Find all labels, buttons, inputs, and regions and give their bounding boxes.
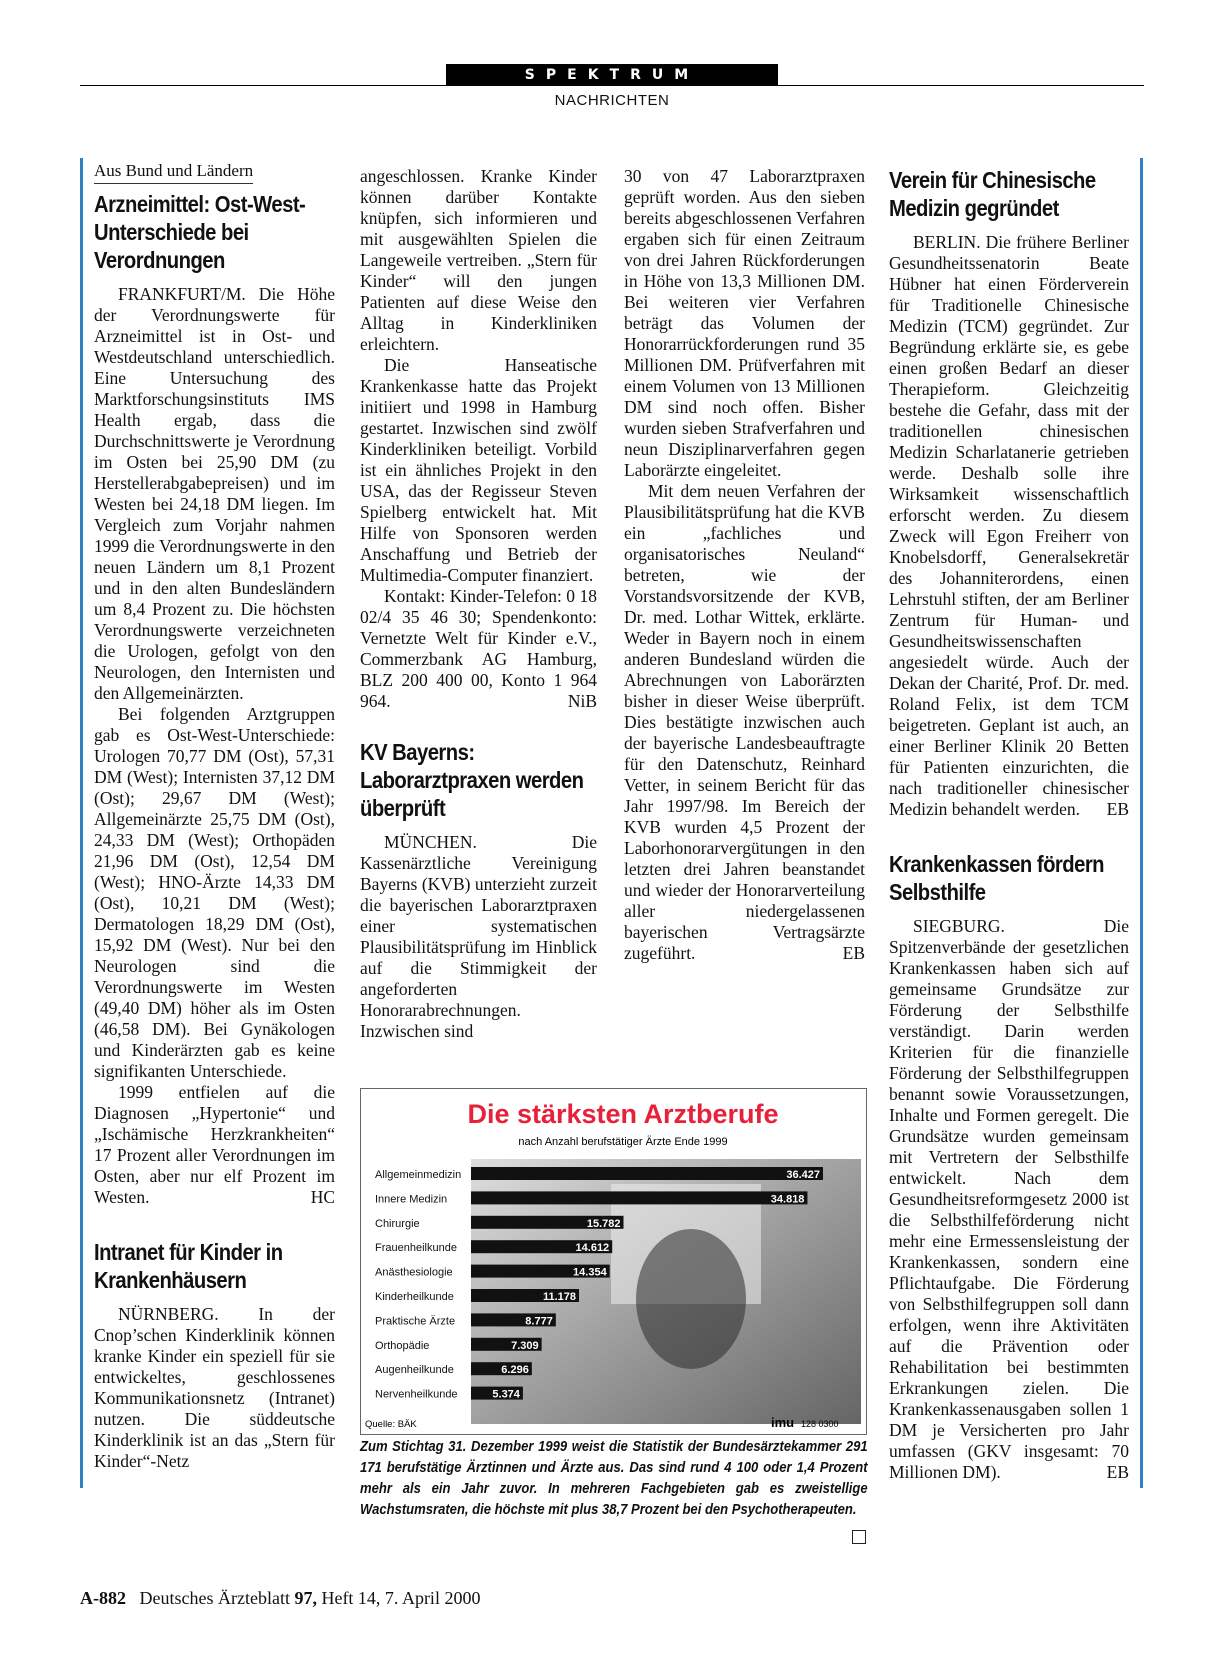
- bar-category-label: Praktische Ärzte: [375, 1315, 456, 1328]
- column-divider-right: [1140, 158, 1143, 1488]
- article-paragraph: [889, 916, 1129, 1483]
- bar-category-label: Orthopädie: [375, 1339, 430, 1352]
- figure-caption: Zum Stichtag 31. Dezember 1999 weist die Statistik der Bundesärztekammer 291 171 berufstätige Ärztinnen und Ärzte aus. Das sind rund 4 100 oder 1,4 Prozent mehr als ein Jahr zuvor. In mehreren Fachgebieten gab es zweistellige Wachstumsraten, die höchste mit plus 38,7 Prozent bei den Psychotherapeuten.: [360, 1439, 868, 1518]
- paragraph-text: Mit dem neuen Verfahren der Plausibilitätsprüfung hat die KVB ein „fachliches und organisatorisches Neuland“ betreten, wie der Vorstandsvorsitzende der KVB, Dr. med. Lothar Wittek, erklärte. Weder in Bayern noch in einem anderen Bundesland würden die Abrechnungen von Laborärzten bisher in dieser Weise überprüft. Dies bestätigte inzwischen auch der bayerische Landesbeauftragte für den Datenschutz, Reinhard Vetter, in seinem Bericht für das Jahr 1997/98. Im Bereich der KVB wurden 4,5 Prozent der Laborhonorarvergütungen in den letzten drei Jahren beanstandet und wieder der Honorarverteilung aller niedergelassenen bayerischen Vertragsärzte zugeführt.: [624, 481, 865, 963]
- bar-category-label: Allgemeinmedizin: [375, 1169, 462, 1181]
- end-mark-icon: [852, 1530, 866, 1544]
- bar-value-label: 34.818: [770, 1193, 805, 1206]
- bar-category-label: Chirurgie: [375, 1217, 420, 1230]
- author-signature: HC: [310, 1187, 335, 1207]
- bar-value-label: 15.782: [586, 1217, 621, 1230]
- article-title: Intranet für Kinder in Krankenhäusern: [94, 1239, 283, 1293]
- article-paragraph: angeschlossen. Kranke Kinder können darüber Kontakte knüpfen, sich informieren und mit ausgewählten Spielen die Langeweile vertreiben. „Stern für Kinder“ will den jungen Patienten auf diese Weise den Alltag in Kinderkliniken erleichtern.: [360, 166, 597, 354]
- bar-category-label: Anästhesiologie: [375, 1266, 453, 1279]
- author-signature: NiB: [567, 691, 597, 711]
- article-title: Krankenkassen fördern Selbsthilfe: [889, 851, 1105, 905]
- bar-value-label: 5.374: [492, 1388, 520, 1401]
- article-paragraph: [360, 586, 597, 712]
- article-paragraph: [889, 232, 1129, 820]
- paragraph-text: Kontakt: Kinder-Telefon: 0 18 02/4 35 46 30; Spendenkonto: Vernetzte Welt für Kinder e.V., Commerzbank AG Hamburg, BLZ 200 400 00, Konto 1 964 964.: [360, 586, 597, 711]
- section-label: SPEKTRUM: [446, 64, 778, 86]
- article-paragraph: MÜNCHEN. Die Kassenärztliche Vereinigung Bayerns (KVB) unterzieht zurzeit die bayerischen Laborarztpraxen einer systematischen Plausibilitätsprüfung im Hinblick auf die Stimmigkeit der angeforderten Honorarabrechnungen. Inzwischen sind: [360, 832, 597, 1041]
- article-paragraph: [94, 1082, 335, 1208]
- article-paragraph: NÜRNBERG. In der Cnop’schen Kinderklinik können kranke Kinder ein speziell für sie entwickeltes, geschlossenes Kommunikationsnetz (Intranet) nutzen. Die süddeutsche Kinderklinik ist an das „Stern für Kinder“-Netz: [94, 1304, 335, 1471]
- column-1: [94, 160, 335, 1472]
- author-signature: EB: [1106, 799, 1129, 819]
- article-paragraph: Bei folgenden Arztgruppen gab es Ost-West-Unterschiede: Urologen 70,77 DM (Ost), 57,31 DM (West); Internisten 37,12 DM (Ost); 29,67 DM (West); Allgemeinärzte 25,75 DM (Ost), 24,33 DM (West); Orthopäden 21,96 DM (Ost), 12,54 DM (West); HNO-Ärzte 14,33 DM (Ost), 10,21 DM (West); Dermatologen 18,29 DM (Ost), 15,92 DM (West). Nur bei den Neurologen sind die Verordnungswerte im Westen (49,40 DM) höher als im Osten (46,58 DM). Bei Gynäkologen und Kinderärzten gab es keine signifikanten Unterschiede.: [94, 704, 335, 1081]
- agency-code: 128 0300: [801, 1419, 839, 1429]
- article-paragraph: FRANKFURT/M. Die Höhe der Verordnungswerte für Arzneimittel ist in Ost- und Westdeutschland unterschiedlich. Eine Untersuchung des Marktforschungsinstituts IMS Health ergab, dass die Durchschnittswerte je Verordnung im Osten bei 25,90 DM (zu Herstellerabgabepreisen) und im Westen bei 24,18 DM liegen. Im Vergleich zum Vorjahr nahmen 1999 die Verordnungswerte in den neuen Ländern um 8,1 Prozent und in den alten Bundesländern um 8,4 Prozent zu. Die höchsten Verordnungswerte verzeichneten die Urologen, gefolgt von den Neurologen, den Internisten und den Allgemeinärzten.: [94, 284, 335, 703]
- column-2: [360, 166, 597, 1042]
- background-photo-figure: [636, 1229, 746, 1369]
- agency-logo: imu: [771, 1415, 795, 1430]
- article-paragraph: [624, 481, 865, 964]
- bar-value-label: 8.777: [525, 1315, 553, 1328]
- section-kicker: Aus Bund und Ländern: [94, 160, 253, 184]
- bar-value-label: 14.612: [575, 1242, 610, 1255]
- bar-value-label: 7.309: [511, 1339, 539, 1352]
- author-signature: EB: [1106, 1462, 1129, 1482]
- page-footer: [80, 1588, 480, 1609]
- paragraph-text: 1999 entfielen auf die Diagnosen „Hypertonie“ und „Ischämische Herzkrankheiten“ 17 Prozent aller Verordnungen im Osten, aber nur elf Prozent im Westen.: [94, 1082, 335, 1207]
- bar-chart: [361, 1089, 866, 1434]
- chart-title: Die stärksten Arztberufe: [467, 1099, 779, 1129]
- page-number: A-882: [80, 1588, 126, 1608]
- bar-category-label: Frauenheilkunde: [375, 1242, 457, 1255]
- article-title: Verein für Chinesische Medizin gegründet: [889, 167, 1096, 221]
- column-3: [624, 166, 865, 964]
- bar: [471, 1167, 823, 1180]
- bar: [471, 1191, 807, 1204]
- journal-name: Deutsches Ärzteblatt: [139, 1588, 290, 1608]
- chart-figure: [360, 1088, 867, 1435]
- bar-category-label: Kinderheilkunde: [375, 1291, 454, 1303]
- bar-category-label: Augenheilkunde: [375, 1364, 454, 1377]
- author-signature: EB: [842, 943, 865, 963]
- journal-issue: Heft 14, 7. April 2000: [321, 1588, 481, 1608]
- bar-value-label: 6.296: [501, 1364, 529, 1377]
- article-paragraph: 30 von 47 Laborarztpraxen geprüft worden. Aus den sieben bereits abgeschlossenen Verfahren ergaben sich für einen Zeitraum von drei Jahren Rückforderungen in Höhe von 13,3 Millionen DM. Bei weiteren vier Verfahren beträgt das Volumen der Honorarrückforderungen rund 35 Millionen DM. Prüfverfahren mit einem Volumen von 13 Millionen DM sind noch offen. Bisher wurden sieben Strafverfahren und neun Disziplinarverfahren gegen Laborärzte eingeleitet.: [624, 166, 865, 480]
- article-paragraph: Die Hanseatische Krankenkasse hatte das Projekt initiiert und 1998 in Hamburg gestartet. Inzwischen sind zwölf Kinderkliniken beteiligt. Vorbild ist ein ähnliches Projekt in den USA, das der Regisseur Steven Spielberg entwickelt hat. Mit Hilfe von Sponsoren werden Anschaffung und Betrieb der Multimedia-Computer finanziert.: [360, 355, 597, 585]
- column-4: [889, 166, 1129, 1483]
- bar-category-label: Nervenheilkunde: [375, 1388, 458, 1401]
- chart-source: Quelle: BÄK: [365, 1419, 417, 1430]
- subsection-label: NACHRICHTEN: [554, 92, 670, 109]
- article-title: Arzneimittel: Ost-West-Unterschiede bei Verordnungen: [94, 191, 306, 273]
- bar-value-label: 14.354: [573, 1266, 607, 1279]
- article-title: KV Bayerns: Laborarztpraxen werden überprüft: [360, 739, 584, 821]
- paragraph-text: SIEGBURG. Die Spitzenverbände der gesetzlichen Krankenkassen haben sich auf gemeinsame Grundsätze zur Förderung der Selbsthilfe verständigt. Darin werden Kriterien für die finanzielle Förderung der Selbsthilfegruppen benannt sowie Voraussetzungen, Inhalte und Formen geregelt. Die Grundsätze wurden gemeinsam mit Vertretern der Selbsthilfe entwickelt. Nach dem Gesundheitsreformgesetz 2000 ist die Selbsthilfeförderung nicht mehr eine Ermessensleistung der Krankenkassen, sondern eine Pflichtaufgabe. Die Förderung von Selbsthilfegruppen soll dann erfolgen, wenn ihre Aktivitäten auf die Prävention oder Rehabilitation bei bestimmten Erkrankungen zielen. Die Krankenkassenausgaben sollen 1 DM je Versicherten pro Jahr umfassen (GKV insgesamt: 70 Millionen DM).: [889, 916, 1129, 1482]
- journal-volume: 97,: [294, 1588, 317, 1608]
- bar-value-label: 36.427: [786, 1169, 820, 1181]
- chart-subtitle: nach Anzahl berufstätiger Ärzte Ende 1999: [518, 1136, 728, 1148]
- column-divider-left: [80, 158, 83, 1488]
- bar-category-label: Innere Medizin: [375, 1193, 448, 1206]
- bar-value-label: 11.178: [542, 1291, 577, 1303]
- paragraph-text: BERLIN. Die frühere Berliner Gesundheitssenatorin Beate Hübner hat einen Förderverein für Traditionelle Chinesische Medizin (TCM) gegründet. Zur Begründung erklärte sie, es gebe einen großen Bedarf an dieser Therapieform. Gleichzeitig bestehe die Gefahr, dass mit der traditionellen chinesischen Medizin Scharlatanerie getrieben werde. Deshalb solle ihre Wirksamkeit wissenschaftlich erforscht werden. Zu diesem Zweck will Egon Freiherr von Knobelsdorff, Generalsekretär des Johanniterordens, einen Lehrstuhl stiften, der am Berliner Zentrum für Human- und Gesundheitswissenschaften angesiedelt würde. Auch der Dekan der Charité, Prof. Dr. med. Roland Felix, ist dem TCM beigetreten. Geplant ist auch, an einer Berliner Klinik 20 Betten für Patienten einzurichten, die nach traditioneller chinesischer Medizin behandelt werden.: [889, 232, 1129, 819]
